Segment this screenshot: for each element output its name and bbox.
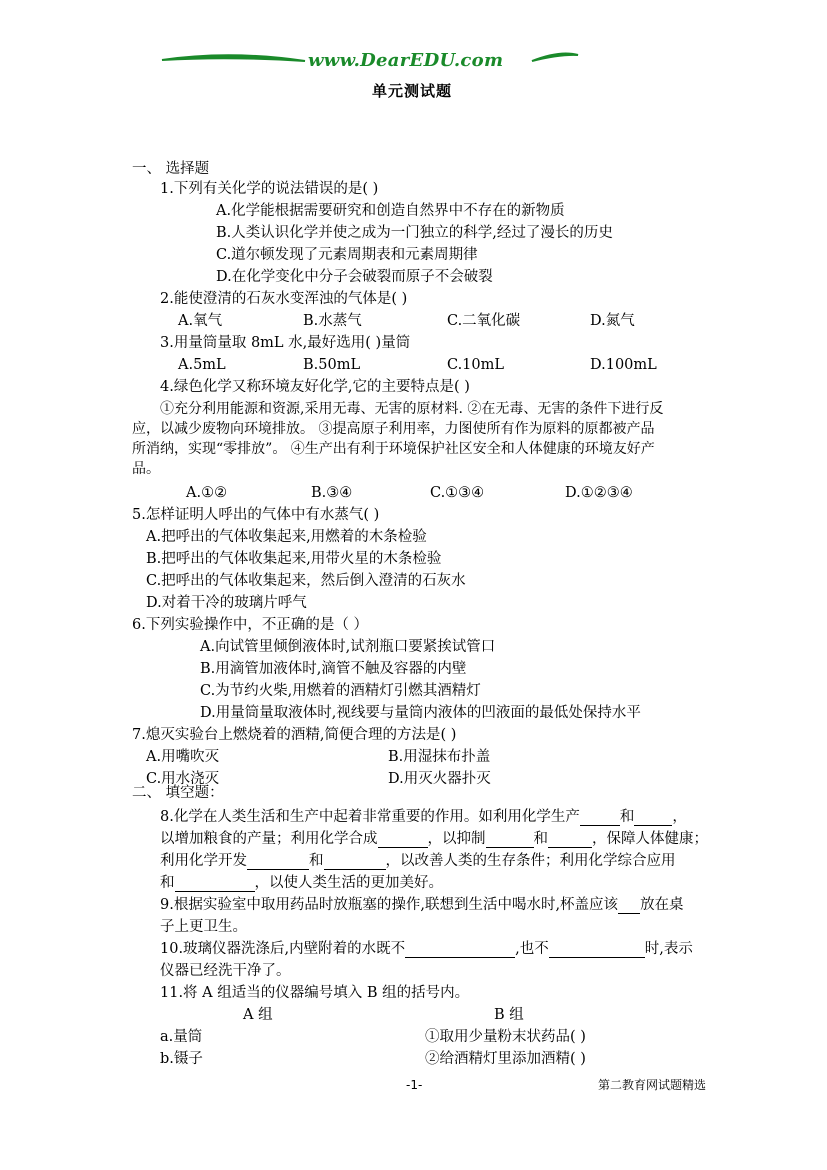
- q8-blank-1[interactable]: [580, 810, 620, 826]
- q10-text-1a: 10.玻璃仪器洗涤后,内壁附着的水既不: [160, 941, 406, 957]
- q1-stem: 1.下列有关化学的说法错误的是( ): [160, 181, 379, 197]
- q3-option-a: A.5mL: [178, 357, 226, 373]
- left-swoosh: [162, 55, 305, 61]
- q9-text-1b: 放在桌: [640, 897, 684, 913]
- right-swoosh: [532, 53, 578, 61]
- q8-text-2a: 以增加粮食的产量；利用化学合成: [160, 831, 378, 847]
- q8-text-2b: ，以抑制: [427, 831, 486, 847]
- q8-blank-8[interactable]: [175, 876, 255, 892]
- page-number: -1-: [406, 1078, 423, 1092]
- q6-option-c: C.为节约火柴,用燃着的酒精灯引燃其酒精灯: [200, 683, 481, 699]
- q4-paragraph-line-1: ①充分利用能源和资源,采用无毒、无害的原材料. ②在无毒、无害的条件下进行反: [160, 401, 664, 417]
- q7-option-b: B.用湿抹布扑盖: [388, 749, 491, 765]
- q8-text-3a: 利用化学开发: [160, 853, 247, 869]
- q6-stem: 6.下列实验操作中，不正确的是（ ）: [132, 617, 368, 633]
- q2-stem: 2.能使澄清的石灰水变浑浊的气体是( ): [160, 291, 408, 307]
- q4-option-d: D.①②③④: [565, 485, 633, 501]
- q9-blank-1[interactable]: [618, 898, 640, 914]
- footer-source: 第二教育网试题精选: [598, 1078, 707, 1092]
- q8-text-2c: 和: [533, 831, 548, 847]
- q6-option-a: A.向试管里倾倒液体时,试剂瓶口要紧挨试管口: [200, 639, 496, 655]
- q8-blank-3[interactable]: [378, 832, 428, 848]
- q7-option-d: D.用灭火器扑灭: [388, 771, 491, 787]
- q3-option-b: B.50mL: [303, 357, 361, 373]
- q4-paragraph-line-2: 应，以减少废物向环境排放。 ③提高原子利用率，力图使所有作为原料的原都被产品: [132, 421, 655, 437]
- q2-option-c: C.二氧化碳: [447, 313, 521, 329]
- q10-text-1b: ,也不: [515, 941, 549, 957]
- section-heading-fill: 二、 填空题：: [132, 785, 224, 801]
- q5-option-d: D.对着干冷的玻璃片呼气: [146, 595, 307, 611]
- q3-option-d: D.100mL: [590, 357, 657, 373]
- q4-option-a: A.①②: [186, 485, 228, 501]
- q7-option-c: C.用水浇灭: [146, 771, 220, 787]
- q5-option-c: C.把呼出的气体收集起来，然后倒入澄清的石灰水: [146, 573, 466, 589]
- q3-stem: 3.用量筒量取 8mL 水,最好选用( )量筒: [160, 335, 411, 351]
- q5-option-a: A.把呼出的气体收集起来,用燃着的木条检验: [146, 529, 427, 545]
- q4-paragraph-line-4: 品。: [132, 461, 160, 477]
- q11-a-item-2: b.镊子: [160, 1051, 203, 1067]
- q8-line-2: [160, 830, 708, 848]
- q1-option-a: A.化学能根据需要研究和创造自然界中不存在的新物质: [216, 203, 565, 219]
- q8-text-4b: ，以使人类生活的更加美好。: [254, 875, 443, 891]
- q10-line-2: 仪器已经洗干净了。: [160, 963, 291, 979]
- q11-group-b-heading: B 组: [494, 1007, 524, 1023]
- q8-blank-4[interactable]: [486, 832, 534, 848]
- q6-option-b: B.用滴管加液体时,滴管不触及容器的内壁: [200, 661, 467, 677]
- q11-b-item-1: ①取用少量粉末状药品( ): [425, 1029, 586, 1045]
- q5-option-b: B.把呼出的气体收集起来,用带火星的木条检验: [146, 551, 442, 567]
- q10-blank-2[interactable]: [549, 942, 645, 958]
- q6-option-d: D.用量筒量取液体时,视线要与量筒内液体的凹液面的最低处保持水平: [200, 705, 641, 721]
- q4-option-c: C.①③④: [430, 485, 485, 501]
- q4-paragraph-line-3: 所消纳，实现“零排放”。 ④生产出有利于环境保护社区安全和人体健康的环境友好产: [132, 441, 655, 457]
- q11-stem: 11.将 A 组适当的仪器编号填入 B 组的括号内。: [160, 985, 470, 1001]
- q9-line-2: 子上更卫生。: [160, 919, 247, 935]
- site-logo-text: www.DearEDU.com: [308, 50, 504, 71]
- q8-blank-2[interactable]: [634, 810, 672, 826]
- q1-option-b: B.人类认识化学并使之成为一门独立的科学,经过了漫长的历史: [216, 225, 613, 241]
- q2-option-a: A.氧气: [178, 313, 223, 329]
- q10-text-1c: 时,表示: [644, 941, 693, 957]
- q8-text-4a: 和: [160, 875, 175, 891]
- q11-a-item-1: a.量筒: [160, 1029, 203, 1045]
- q9-line-1: [160, 896, 684, 914]
- q8-text-3b: 和: [309, 853, 324, 869]
- q2-option-b: B.水蒸气: [303, 313, 362, 329]
- q8-text-1a: 8.化学在人类生活和生产中起着非常重要的作用。如利用化学生产: [160, 809, 580, 825]
- q8-line-1: [160, 808, 687, 826]
- q8-text-3c: ，以改善人类的生存条件；利用化学综合应用: [385, 853, 676, 869]
- q1-option-d: D.在化学变化中分子会破裂而原子不会破裂: [216, 269, 493, 285]
- q5-stem: 5.怎样证明人呼出的气体中有水蒸气( ): [132, 507, 380, 523]
- q7-stem: 7.熄灭实验台上燃烧着的酒精,简便合理的方法是( ): [132, 727, 457, 743]
- q8-blank-6[interactable]: [247, 854, 309, 870]
- page-title: 单元测试题: [372, 82, 453, 100]
- q8-blank-5[interactable]: [548, 832, 592, 848]
- q11-b-item-2: ②给酒精灯里添加酒精( ): [425, 1051, 586, 1067]
- q2-option-d: D.氮气: [590, 313, 635, 329]
- q8-blank-7[interactable]: [324, 854, 386, 870]
- q8-text-1c: ，: [672, 809, 687, 825]
- q3-option-c: C.10mL: [447, 357, 505, 373]
- q8-line-3: [160, 852, 676, 870]
- q4-option-b: B.③④: [311, 485, 353, 501]
- q9-text-1a: 9.根据实验室中取用药品时放瓶塞的操作,联想到生活中喝水时,杯盖应该: [160, 897, 619, 913]
- q10-blank-1[interactable]: [405, 942, 515, 958]
- q7-option-a: A.用嘴吹灭: [146, 749, 220, 765]
- q11-group-a-heading: A 组: [243, 1007, 273, 1023]
- q4-stem: 4.绿色化学又称环境友好化学,它的主要特点是( ): [160, 379, 470, 395]
- q8-text-1b: 和: [619, 809, 635, 825]
- q8-text-2d: ，保障人体健康；: [592, 831, 708, 847]
- q8-line-4: [160, 874, 443, 892]
- section-heading-choice: 一、 选择题: [132, 161, 210, 177]
- q1-option-c: C.道尔顿发现了元素周期表和元素周期律: [216, 247, 478, 263]
- q10-line-1: [160, 940, 693, 958]
